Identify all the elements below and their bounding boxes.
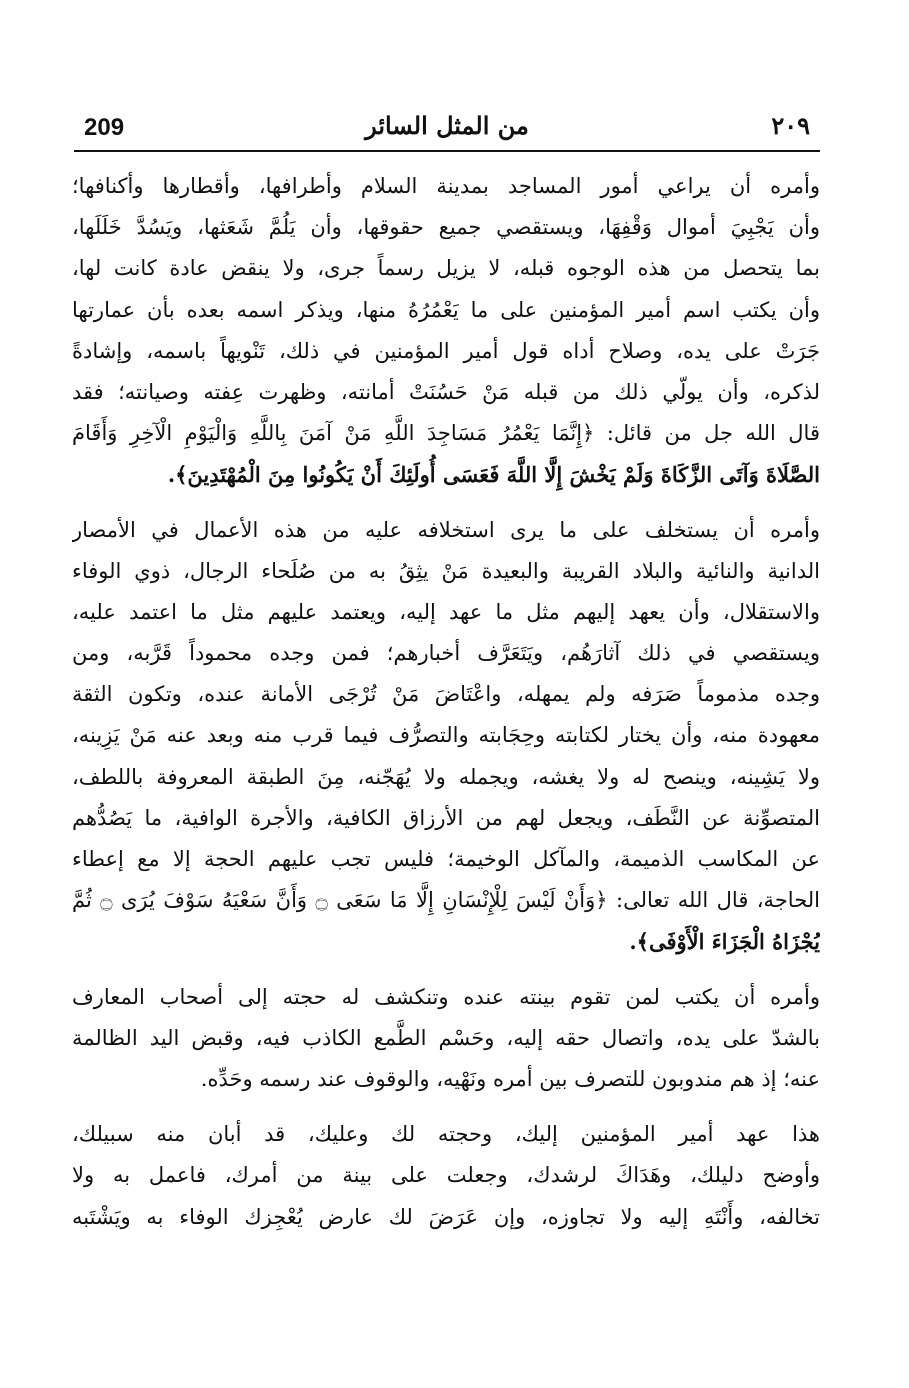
text-line: وأن يَجْبِيَ أموال وَقْفِهَا، ويستقصي جميع حقوقها، وأن يَلُمَّ شَعَثها، ويَسُدَّ خَلَلَها،: [72, 215, 820, 240]
text-line: وأن يكتب اسم أمير المؤمنين على ما يَعْمُرُهُ منها، ويذكر اسمه بعده بأن عمارتها: [72, 297, 820, 322]
text-line: الحاجة، قال الله تعالى: ﴿وَأَنْ لَيْسَ لِلْإِنْسَانِ إِلَّا مَا سَعَى ۝ وَأَنَّ سَعْيَهُ سَوْفَ يُرَى ۝ ثُمَّ: [72, 888, 820, 913]
paragraph-spacer: [72, 1100, 820, 1114]
text-line: لذكره، وأن يولّي ذلك من قبله مَنْ حَسُنَتْ أمانته، وظهرت عِفته وصيانته؛ فقد: [72, 379, 820, 404]
text-line: ولا يَشِينه، وينصح له ولا يغشه، ويجمله ولا يُهَجّنه، مِنَ الطبقة المعروفة باللطف،: [72, 764, 820, 789]
page-number-arabic: ٢٠٩: [771, 111, 810, 140]
page-number-latin: 209: [84, 114, 125, 141]
text-line: قال الله جل من قائل: ﴿إِنَّمَا يَعْمُرُ مَسَاجِدَ اللَّهِ مَنْ آمَنَ بِاللَّهِ وَالْيَوْمِ الْآخِرِ وَأَقَامَ: [72, 421, 820, 446]
text-line: المتصوِّنة عن النَّطَف، ويجعل لهم من الأرزاق الكافية، والأجرة الوافية، ما يَصُدُّهم: [72, 805, 820, 830]
text-line: عنه؛ إذ هم مندوبون للتصرف بين أمره ونَهْيه، والوقوف عند رسمه وحَدِّه.: [200, 1066, 820, 1091]
text-line: وأمره أن يكتب لمن تقوم بينته عنده وتنكشف له حجته إلى أصحاب المعارف: [72, 984, 820, 1009]
text-line: جَرَتْ على يده، وصلاح أداه قول أمير المؤمنين في ذلك، تَنْويهاً باسمه، وإشادةً: [72, 338, 820, 363]
text-line: تخالفه، وأَنْتَهِ إليه ولا تجاوزه، وإن عَرَضَ لك عارض يُعْجِزك الوفاء به ويَشْتَبه: [72, 1204, 820, 1229]
paragraph-deputies: [72, 510, 820, 963]
running-title: من المثل السائر: [365, 111, 529, 140]
paragraph-spacer: [72, 496, 820, 510]
running-header: [74, 108, 820, 152]
paragraph-rights: [72, 977, 820, 1101]
text-line: الدانية والنائية والبلاد القريبة والبعيدة مَنْ يثِقُ به من صُلَحاء الرجال، ذوي الوفاء: [72, 558, 820, 583]
text-line: وأوضح دليلك، وهَدَاكَ لرشدك، وجعلت على بينة من أمرك، فاعمل به ولا: [72, 1163, 820, 1188]
text-line: معهودة منه، وأن يختار لكتابته وحِجَابته والتصرُّف فيما قرب منه وبعد عنه مَنْ يَزِينه،: [72, 723, 820, 748]
text-line: والاستقلال، وأن يعهد إليهم مثل ما عهد إليه، ويعتمد عليهم مثل ما اعتمد عليه،: [72, 599, 820, 624]
text-line: وجده مذموماً صَرَفه ولم يمهله، واعْتَاضَ مَنْ تُرْجَى الأمانة عنده، وتكون الثقة: [72, 682, 820, 707]
paragraph-spacer: [72, 963, 820, 977]
text-line: وأمره أن يستخلف على ما يرى استخلافه عليه من هذه الأعمال في الأمصار: [72, 517, 820, 542]
text-line: بالشدّ على يده، واتصال حقه إليه، وحَسْم الطَّمع الكاذب فيه، وقبض اليد الظالمة: [72, 1025, 820, 1050]
text-line: وأمره أن يراعي أمور المساجد بمدينة السلام وأطرافها، وأقطارها وأكنافها؛: [72, 174, 820, 198]
paragraph-covenant: [72, 1114, 820, 1238]
body-text: [72, 166, 820, 1238]
text-line: هذا عهد أمير المؤمنين إليك، وحجته لك وعليك، قد أبان منه سبيلك،: [72, 1122, 820, 1147]
paragraph-mosques: [72, 166, 820, 496]
text-line: بما يتحصل من هذه الوجوه قبله، لا يزيل رسماً جرى، ولا ينقض عادة كانت لها،: [72, 256, 820, 281]
text-line: ويستقصي في ذلك آثارَهُم، ويَتَعَرَّف أخبارهم؛ فمن وجده محموداً قَرَّبه، ومن: [72, 641, 820, 666]
quran-verse-line: الصَّلَاةَ وَآتَى الزَّكَاةَ وَلَمْ يَخْشَ إِلَّا اللَّهَ فَعَسَى أُولَئِكَ أَنْ يَكُونُوا مِنَ الْمُهْتَدِينَ﴾.: [167, 462, 820, 488]
text-line: عن المكاسب الذميمة، والمآكل الوخيمة؛ فليس تجب عليهم الحجة إلا مع إعطاء: [72, 847, 820, 871]
quran-verse-line: يُجْزَاهُ الْجَزَاءَ الْأَوْفَى﴾.: [629, 929, 820, 955]
